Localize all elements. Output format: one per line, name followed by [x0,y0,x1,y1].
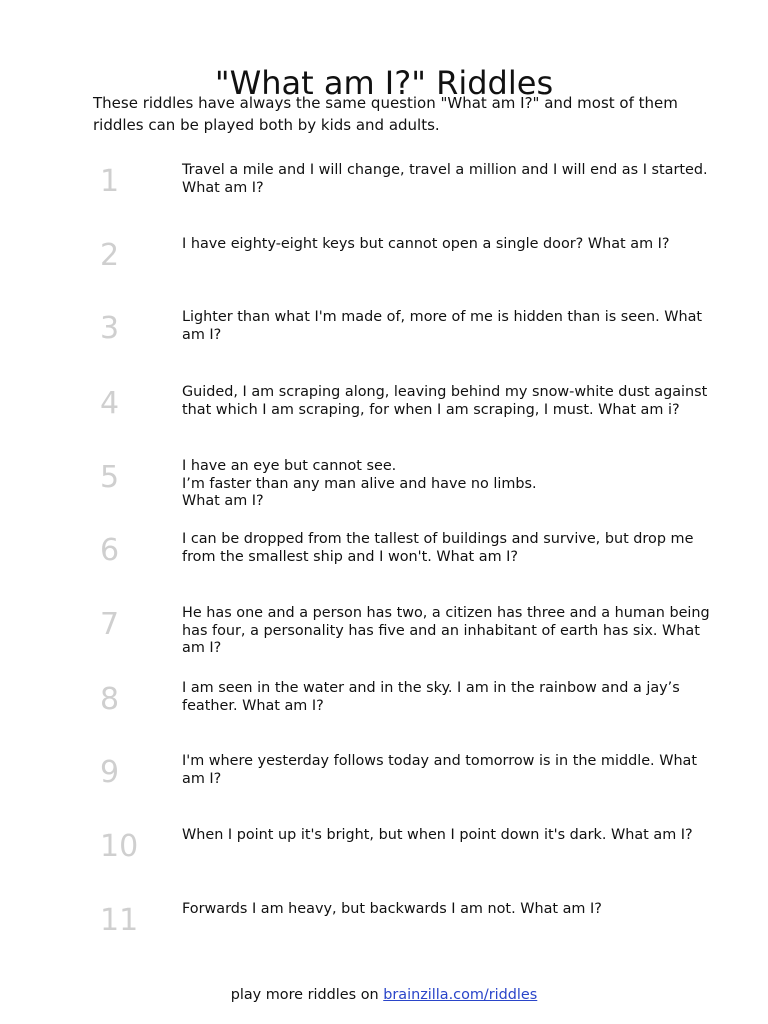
riddle-text: He has one and a person has two, a citizen has three and a human being has four, a personality has five and an inhabitant of earth has six. What am I? [182,605,710,656]
riddle-item [0,236,768,310]
riddle-number: 4 [100,386,120,421]
riddle-number: 3 [100,311,120,346]
riddle-number: 6 [100,533,120,568]
riddle-text: I am seen in the water and in the sky. I am in the rainbow and a jay’s feather. What am I? [182,680,680,714]
riddle-text: Forwards I am heavy, but backwards I am not. What am I? [182,901,602,917]
footer-text: play more riddles on [230,987,379,1003]
riddle-number: 2 [100,238,120,273]
riddle-number: 1 [100,164,120,199]
riddle-text: When I point up it's bright, but when I point down it's dark. What am I? [182,827,693,843]
riddle-number: 9 [100,755,120,790]
riddle-text: I'm where yesterday follows today and tomorrow is in the middle. What am I? [182,753,698,787]
riddle-number: 7 [100,607,120,642]
riddle-item [0,458,768,532]
riddle-text: I have an eye but cannot see. I’m faster than any man alive and have no limbs. What am I? [182,458,537,509]
riddle-text: I can be dropped from the tallest of buildings and survive, but drop me from the smallest ship and I won't. What am I? [182,531,694,565]
riddle-number: 8 [100,682,120,717]
riddle-number: 10 [100,829,139,864]
riddle-item [0,827,768,901]
riddle-number: 11 [100,903,139,938]
footer-link[interactable]: brainzilla.com/riddles [383,987,538,1003]
riddle-item [0,680,768,754]
footer [0,985,768,1005]
riddle-item [0,753,768,827]
riddle-item [0,531,768,605]
riddle-text: Guided, I am scraping along, leaving behind my snow-white dust against that which I am scraping, for when I am scraping, I must. What am i? [182,384,708,418]
riddle-text: Travel a mile and I will change, travel a million and I will end as I started. What am I? [182,162,708,196]
riddle-text: I have eighty-eight keys but cannot open a single door? What am I? [182,236,670,252]
riddle-item [0,901,768,975]
riddle-text: Lighter than what I'm made of, more of me is hidden than is seen. What am I? [182,309,703,343]
intro-paragraph: These riddles have always the same question "What am I?" and most of them riddles can be played both by kids and adults. [93,94,678,134]
page-title: "What am I?" Riddles [214,64,554,103]
riddle-item [0,162,768,236]
riddle-item [0,384,768,458]
riddle-item [0,309,768,383]
riddle-number: 5 [100,460,120,495]
riddle-item [0,605,768,679]
